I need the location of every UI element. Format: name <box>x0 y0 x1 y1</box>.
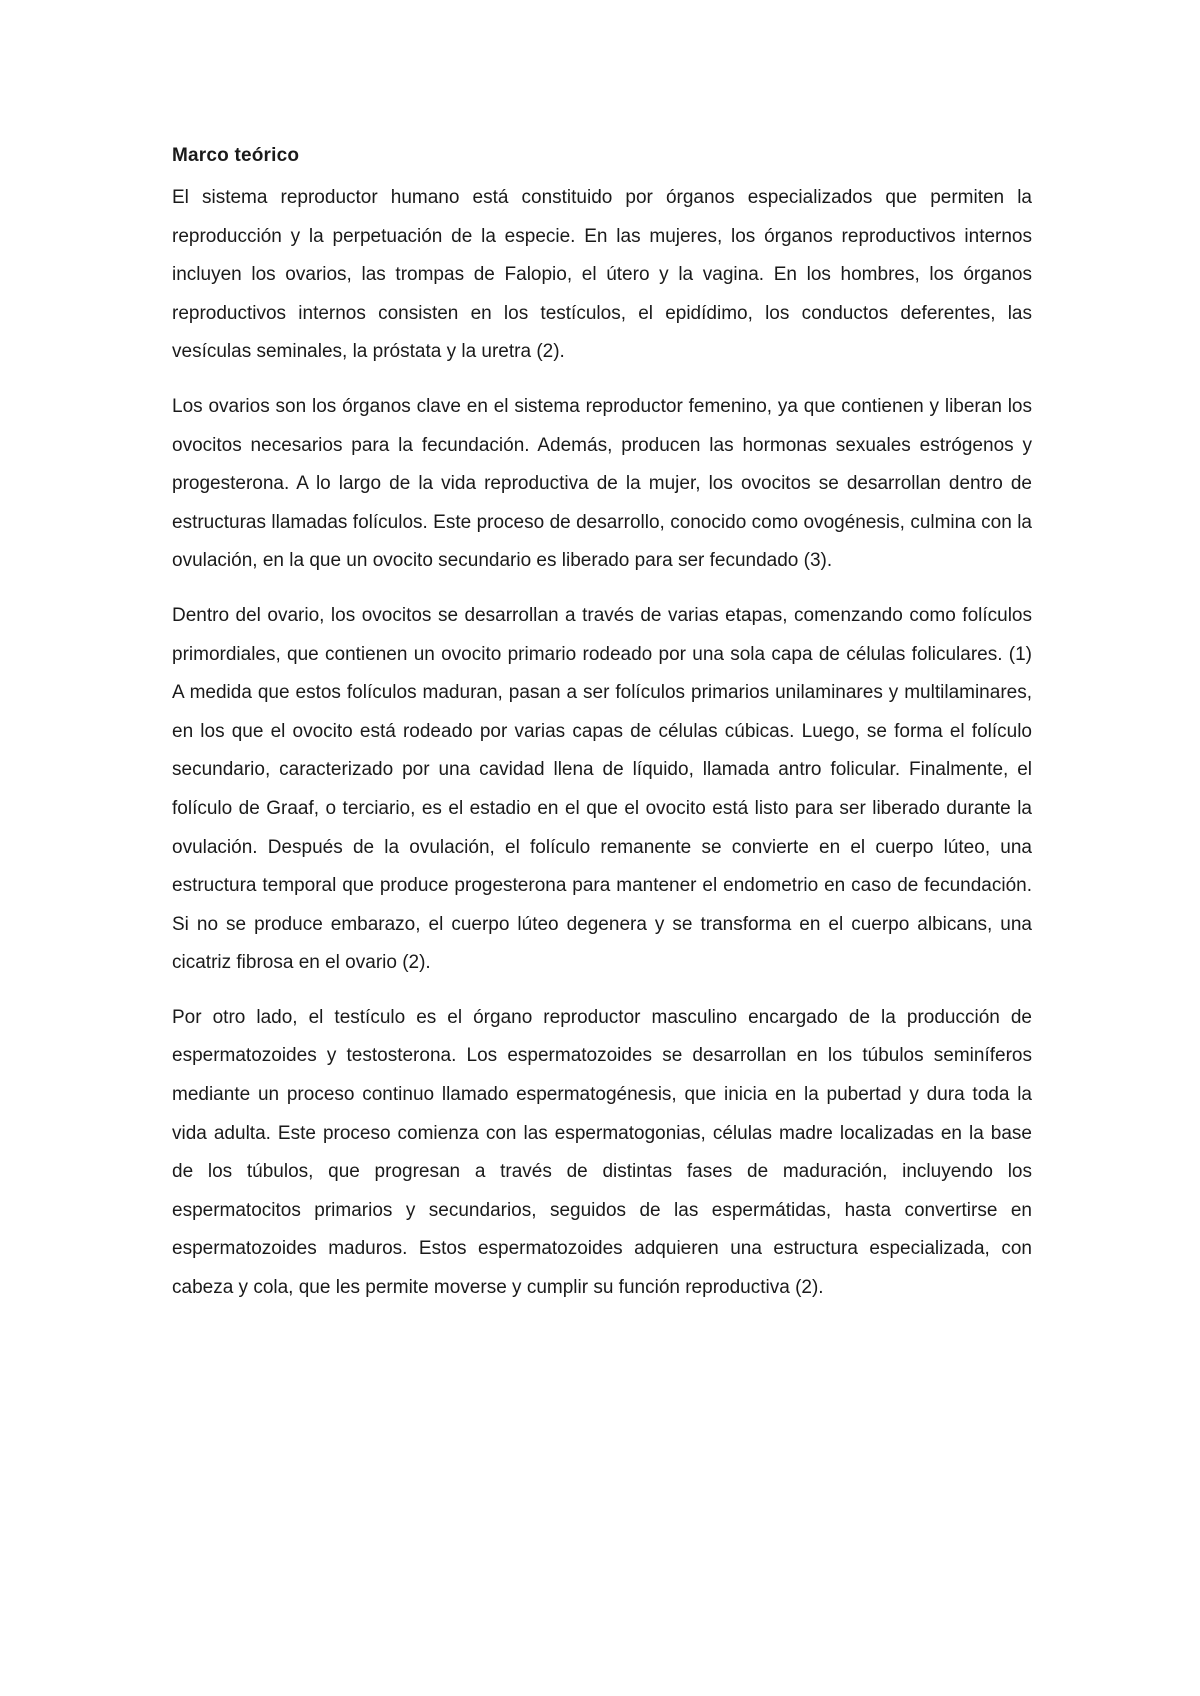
paragraph-ovaries: Los ovarios son los órganos clave en el sistema reproductor femenino, ya que contienen y liberan los ovocitos necesarios para la fecundación. Además, producen las hormonas sexuales estrógenos y progesterona. A lo largo de la vida reproductiva de la mujer, los ovocitos se desarrollan dentro de estructuras llamadas folículos. Este proceso de desarrollo, conocido como ovogénesis, culmina con la ovulación, en la que un ovocito secundario es liberado para ser fecundado (3). <box>172 395 1032 572</box>
paragraph-reproductive-system: El sistema reproductor humano está constituido por órganos especializados que permiten la reproducción y la perpetuación de la especie. En las mujeres, los órganos reproductivos internos incluyen los ovarios, las trompas de Falopio, el útero y la vagina. En los hombres, los órganos reproductivos internos consisten en los testículos, el epidídimo, los conductos deferentes, las vesículas seminales, la próstata y la uretra (2). <box>172 187 1032 363</box>
paragraph-follicle-development: Dentro del ovario, los ovocitos se desarrollan a través de varias etapas, comenzando como folículos primordiales, que contienen un ovocito primario rodeado por una sola capa de células foliculares. (1) A medida que estos folículos maduran, pasan a ser folículos primarios unilaminares y multilaminares, en los que el ovocito está rodeado por varias capas de células cúbicas. Luego, se forma el folículo secundario, caracterizado por una cavidad llena de líquido, llamada antro folicular. Finalmente, el folículo de Graaf, o terciario, es el estadio en el que el ovocito está listo para ser liberado durante la ovulación. Después de la ovulación, el folículo remanente se convierte en el cuerpo lúteo, una estructura temporal que produce progesterona para mantener el endometrio en caso de fecundación. Si no se produce embarazo, el cuerpo lúteo degenera y se transforma en el cuerpo albicans, una cicatriz fibrosa en el ovario (2). <box>172 604 1032 974</box>
document-page <box>172 142 1032 1324</box>
paragraph-testicle: Por otro lado, el testículo es el órgano reproductor masculino encargado de la producción de espermatozoides y testosterona. Los espermatozoides se desarrollan en los túbulos seminíferos mediante un proceso continuo llamado espermatogénesis, que inicia en la pubertad y dura toda la vida adulta. Este proceso comienza con las espermatogonias, células madre localizadas en la base de los túbulos, que progresan a través de distintas fases de maduración, incluyendo los espermatocitos primarios y secundarios, seguidos de las espermátidas, hasta convertirse en espermatozoides maduros. Estos espermatozoides adquieren una estructura especializada, con cabeza y cola, que les permite moverse y cumplir su función reproductiva (2). <box>172 1006 1032 1299</box>
section-heading: Marco teórico <box>172 145 300 166</box>
